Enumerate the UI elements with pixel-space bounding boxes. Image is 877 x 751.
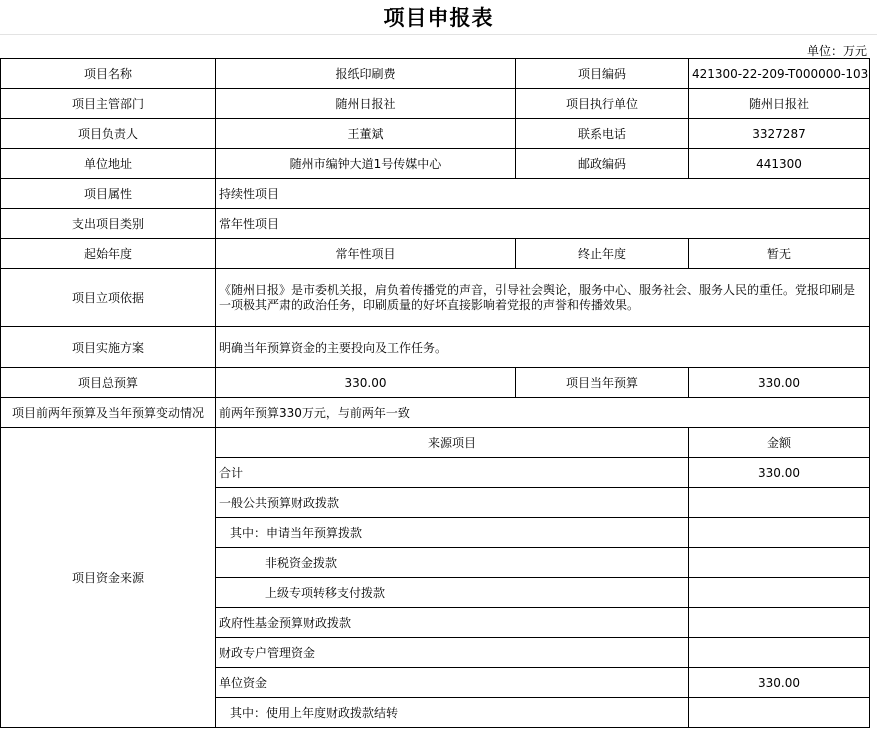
label-funding-source[interactable]: 项目资金来源 — [1, 428, 216, 728]
label-expense-category[interactable]: 支出项目类别 — [1, 209, 216, 239]
value-phone[interactable]: 3327287 — [689, 119, 870, 149]
funding-item-amount[interactable] — [689, 578, 870, 608]
funding-item-name[interactable]: 上级专项转移支付拨款 — [216, 578, 689, 608]
funding-item-amount[interactable] — [689, 518, 870, 548]
label-phone[interactable]: 联系电话 — [516, 119, 689, 149]
value-project-code[interactable]: 421300-22-209-T000000-103 — [689, 59, 870, 89]
value-project-attribute[interactable]: 持续性项目 — [216, 179, 870, 209]
funding-item-amount[interactable] — [689, 548, 870, 578]
row-department — [1, 89, 870, 119]
label-responsible-person[interactable]: 项目负责人 — [1, 119, 216, 149]
funding-item-name[interactable]: 其中：申请当年预算拨款 — [216, 518, 689, 548]
value-responsible-person[interactable]: 王董斌 — [216, 119, 516, 149]
row-expense-category — [1, 209, 870, 239]
header-amount[interactable]: 金额 — [689, 428, 870, 458]
sheet-gridline — [0, 34, 877, 35]
label-executing-unit[interactable]: 项目执行单位 — [516, 89, 689, 119]
funding-item-name[interactable]: 非税资金拨款 — [216, 548, 689, 578]
funding-item-name[interactable]: 单位资金 — [216, 668, 689, 698]
value-implementation-plan[interactable]: 明确当年预算资金的主要投向及工作任务。 — [216, 327, 870, 368]
label-project-name[interactable]: 项目名称 — [1, 59, 216, 89]
value-department[interactable]: 随州日报社 — [216, 89, 516, 119]
project-declaration-table — [0, 58, 870, 728]
value-postal-code[interactable]: 441300 — [689, 149, 870, 179]
label-address[interactable]: 单位地址 — [1, 149, 216, 179]
label-budget-change[interactable]: 项目前两年预算及当年预算变动情况 — [1, 398, 216, 428]
funding-item-amount[interactable] — [689, 488, 870, 518]
unit-label: 单位：万元 — [806, 44, 867, 58]
value-start-year[interactable]: 常年性项目 — [216, 239, 516, 269]
funding-item-name[interactable]: 合计 — [216, 458, 689, 488]
row-implementation-plan — [1, 327, 870, 368]
row-total-budget — [1, 368, 870, 398]
value-budget-change[interactable]: 前两年预算330万元，与前两年一致 — [216, 398, 870, 428]
value-expense-category[interactable]: 常年性项目 — [216, 209, 870, 239]
value-end-year[interactable]: 暂无 — [689, 239, 870, 269]
label-postal-code[interactable]: 邮政编码 — [516, 149, 689, 179]
row-address — [1, 149, 870, 179]
page-title: 项目申报表 — [383, 5, 494, 30]
row-project-attribute — [1, 179, 870, 209]
value-address[interactable]: 随州市编钟大道1号传媒中心 — [216, 149, 516, 179]
funding-item-amount[interactable] — [689, 638, 870, 668]
label-basis[interactable]: 项目立项依据 — [1, 269, 216, 327]
label-current-year-budget[interactable]: 项目当年预算 — [516, 368, 689, 398]
row-funding-header — [1, 428, 870, 458]
label-department[interactable]: 项目主管部门 — [1, 89, 216, 119]
funding-item-amount[interactable]: 330.00 — [689, 458, 870, 488]
label-project-code[interactable]: 项目编码 — [516, 59, 689, 89]
funding-item-name[interactable]: 财政专户管理资金 — [216, 638, 689, 668]
value-total-budget[interactable]: 330.00 — [216, 368, 516, 398]
funding-item-name[interactable]: 其中：使用上年度财政拨款结转 — [216, 698, 689, 728]
label-start-year[interactable]: 起始年度 — [1, 239, 216, 269]
row-start-year — [1, 239, 870, 269]
funding-item-amount[interactable] — [689, 608, 870, 638]
row-basis — [1, 269, 870, 327]
label-implementation-plan[interactable]: 项目实施方案 — [1, 327, 216, 368]
value-current-year-budget[interactable]: 330.00 — [689, 368, 870, 398]
funding-item-name[interactable]: 政府性基金预算财政拨款 — [216, 608, 689, 638]
row-project-name — [1, 59, 870, 89]
funding-item-name[interactable]: 一般公共预算财政拨款 — [216, 488, 689, 518]
funding-item-amount[interactable] — [689, 698, 870, 728]
row-budget-change — [1, 398, 870, 428]
value-basis[interactable]: 《随州日报》是市委机关报，肩负着传播党的声音，引导社会舆论，服务中心、服务社会、服务人民的重任。党报印刷是一项极其严肃的政治任务，印刷质量的好坏直接影响着党报的声誉和传播效果。 — [216, 269, 870, 327]
funding-item-amount[interactable]: 330.00 — [689, 668, 870, 698]
label-end-year[interactable]: 终止年度 — [516, 239, 689, 269]
value-project-name[interactable]: 报纸印刷费 — [216, 59, 516, 89]
row-responsible-person — [1, 119, 870, 149]
header-source-item[interactable]: 来源项目 — [216, 428, 689, 458]
label-total-budget[interactable]: 项目总预算 — [1, 368, 216, 398]
label-project-attribute[interactable]: 项目属性 — [1, 179, 216, 209]
value-executing-unit[interactable]: 随州日报社 — [689, 89, 870, 119]
